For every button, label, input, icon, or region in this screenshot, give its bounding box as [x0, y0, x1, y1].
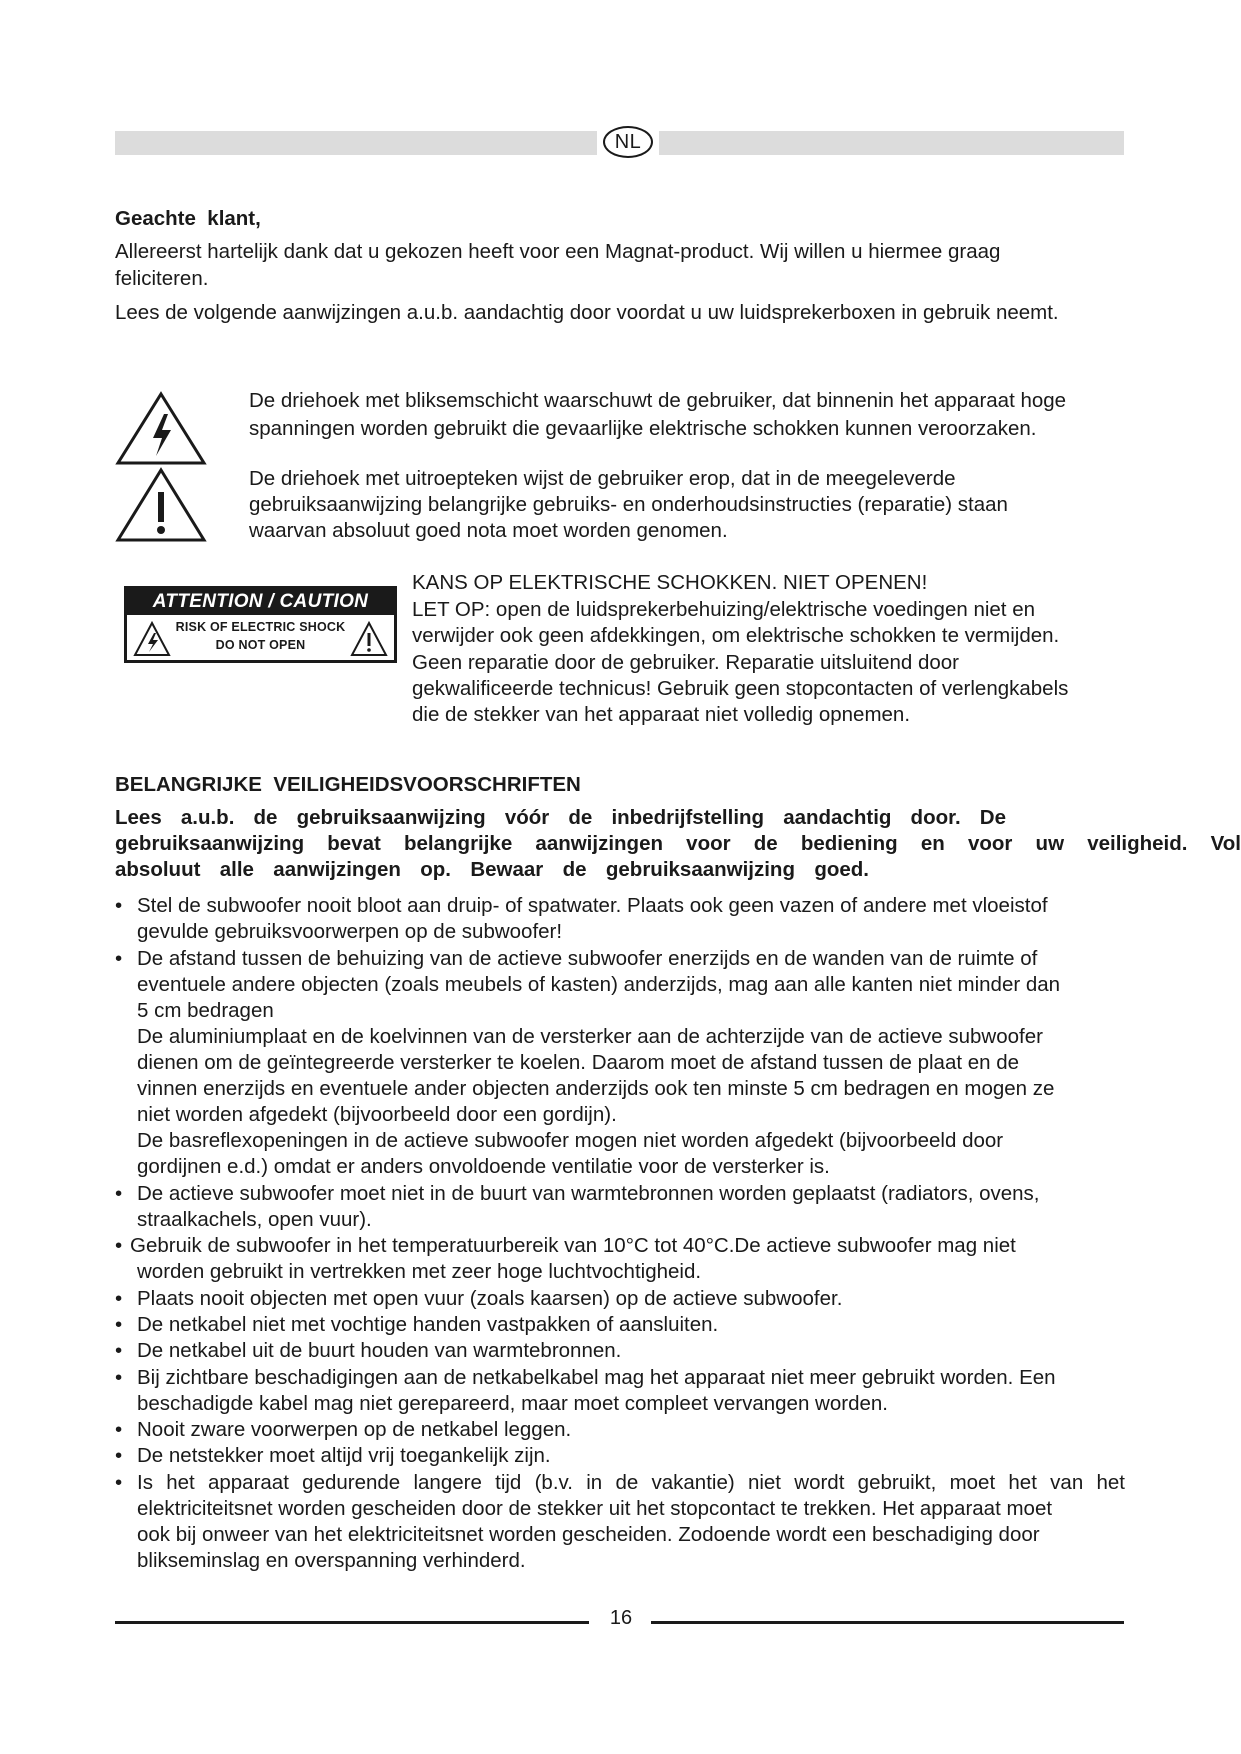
list-item-line: Gebruik de subwoofer in het temperatuurbereik van 10°C tot 40°C.De actieve subwoofer mag niet: [130, 1234, 1016, 1257]
list-item-line: gevulde gebruiksvoorwerpen op de subwoofer!: [137, 920, 563, 943]
caution-line-6: die de stekker van het apparaat niet volledig opnemen.: [412, 703, 911, 726]
list-item-line: beschadigde kabel mag niet gerepareerd, maar moet compleet vervangen worden.: [137, 1392, 888, 1415]
list-item: [115, 1181, 1125, 1233]
caution-line-1: KANS OP ELEKTRISCHE SCHOKKEN. NIET OPENEN!: [412, 571, 928, 594]
header-bar-left: [115, 131, 597, 155]
caution-line-5: gekwalificeerde technicus! Gebruik geen stopcontacten of verlengkabels: [412, 677, 1069, 700]
list-item-line: dienen om de geïntegreerde versterker te koelen. Daarom moet de afstand tussen de plaat en de: [137, 1051, 1020, 1074]
list-item-line: De aluminiumplaat en de koelvinnen van de versterker aan de achterzijde van de actieve subwoofer: [137, 1025, 1043, 1048]
intro-line-2: feliciteren.: [115, 267, 209, 290]
list-item-line: De basreflexopeningen in de actieve subwoofer mogen niet worden afgedekt (bijvoorbeeld door: [137, 1129, 1004, 1152]
bullet-icon: •: [115, 1471, 123, 1494]
bullet-icon: •: [115, 1339, 123, 1362]
footer-rule-right: [651, 1621, 1124, 1624]
list-item-line: niet worden afgedekt (bijvoorbeeld door een gordijn).: [137, 1103, 617, 1126]
bullet-icon: •: [115, 894, 123, 917]
list-item-line: Is het apparaat gedurende langere tijd (b.v. in de vakantie) niet wordt gebruikt, moet het van het: [137, 1471, 1125, 1494]
caution-label-title: ATTENTION / CAUTION: [127, 589, 394, 615]
page-number: 16: [609, 1607, 633, 1629]
list-item: [115, 1417, 1125, 1443]
list-item: [115, 1470, 1125, 1574]
lightning-warning-line-2: spanningen worden gebruikt die gevaarlijke elektrische schokken kunnen veroorzaken.: [249, 417, 1037, 440]
intro-line-3: Lees de volgende aanwijzingen a.u.b. aandachtig door voordat u uw luidsprekerboxen in gebruik neemt.: [115, 301, 1059, 324]
list-item-line: bliksеminslag en overspanning verhinderd.: [137, 1549, 526, 1572]
exclamation-warning-line-2: gebruiksaanwijzing belangrijke gebruiks- en onderhoudsinstructies (reparatie) staan: [249, 493, 1008, 516]
bullet-icon: •: [115, 947, 123, 970]
list-item-line: gordijnen e.d.) omdat er anders onvoldoende ventilatie voor de versterker is.: [137, 1155, 830, 1178]
language-badge-text: NL: [614, 130, 642, 153]
list-item: [115, 946, 1125, 1180]
lightning-triangle-icon: [115, 390, 207, 466]
list-item: [115, 893, 1125, 945]
list-item-line: Plaats nooit objecten met open vuur (zoals kaarsen) op de actieve subwoofer.: [137, 1287, 843, 1310]
list-item-line: 5 cm bedragen: [137, 999, 274, 1022]
list-item-line: Bij zichtbare beschadigingen aan de netkabelkabel mag het apparaat niet meer gebruikt worden. Een: [137, 1366, 1056, 1389]
list-item-line: ook bij onweer van het elektriciteitsnet worden gescheiden. Zodoende wordt een beschadiging door: [137, 1523, 1040, 1546]
list-item-line: De netstekker moet altijd vrij toegankelijk zijn.: [137, 1444, 551, 1467]
caution-label-line-1: RISK OF ELECTRIC SHOCK: [175, 620, 346, 634]
list-item-line: De netkabel uit de buurt houden van warmtebronnen.: [137, 1339, 622, 1362]
bullet-icon: •: [115, 1313, 123, 1336]
list-item-line: eventuele andere objecten (zoals meubels of kasten) anderzijds, mag aan alle kanten niet minder dan: [137, 973, 1061, 996]
list-item: [115, 1443, 1125, 1469]
header-bar-right: [659, 131, 1124, 155]
list-item: [115, 1286, 1125, 1312]
list-item: [115, 1365, 1125, 1417]
intro-line-1: Allereerst hartelijk dank dat u gekozen heeft voor een Magnat-product. Wij willen u hiermee graag: [115, 240, 1001, 263]
caution-line-2: LET OP: open de luidsprekerbehuizing/elektrische voedingen niet en: [412, 598, 1035, 621]
bullet-icon: •: [115, 1234, 123, 1257]
lightning-warning-line-1: De driehoek met bliksemschicht waarschuwt de gebruiker, dat binnenin het apparaat hoge: [249, 389, 1067, 412]
caution-line-4: Geen reparatie door de gebruiker. Reparatie uitsluitend door: [412, 651, 960, 674]
list-item: [115, 1338, 1125, 1364]
safety-intro-line-1: Lees a.u.b. de gebruiksaanwijzing vóór de inbedrijfstelling aandachtig door. De: [115, 806, 1006, 829]
exclamation-warning-line-3: waarvan absoluut goed nota moet worden genomen.: [249, 519, 728, 542]
list-item-line: Nooit zware voorwerpen op de netkabel leggen.: [137, 1418, 572, 1441]
bullet-icon: •: [115, 1366, 123, 1389]
safety-intro-line-2: gebruiksaanwijzing bevat belangrijke aanwijzingen voor de bediening en voor uw veiligheid. Vol: [115, 832, 1241, 855]
list-item-line: De netkabel niet met vochtige handen vastpakken of aansluiten.: [137, 1313, 719, 1336]
bullet-icon: •: [115, 1418, 123, 1441]
exclamation-triangle-icon: [115, 466, 207, 544]
bullet-icon: •: [115, 1182, 123, 1205]
caution-line-3: verwijder ook geen afdekkingen, om elektrische schokken te vermijden.: [412, 624, 1060, 647]
safety-heading: BELANGRIJKE VEILIGHEIDSVOORSCHRIFTEN: [115, 773, 581, 796]
list-item-line: De actieve subwoofer moet niet in de buurt van warmtebronnen worden geplaatst (radiators, ovens,: [137, 1182, 1040, 1205]
list-item-line: worden gebruikt in vertrekken met zeer hoge luchtvochtigheid.: [137, 1260, 702, 1283]
exclamation-warning-line-1: De driehoek met uitroepteken wijst de gebruiker erop, dat in de meegeleverde: [249, 467, 956, 490]
list-item-line: vinnen enerzijds en eventuele ander objecten anderzijds ook ten minste 5 cm bedragen en mogen ze: [137, 1077, 1055, 1100]
safety-intro-line-3: absoluut alle aanwijzingen op. Bewaar de gebruiksaanwijzing goed.: [115, 858, 869, 881]
list-item: [115, 1312, 1125, 1338]
bullet-icon: •: [115, 1444, 123, 1467]
language-badge: [603, 126, 653, 158]
list-item-line: straalkachels, open vuur).: [137, 1208, 372, 1231]
list-item-line: elektriciteitsnet worden gescheiden door de stekker uit het stopcontact te trekken. Het apparaat moet: [137, 1497, 1053, 1520]
bullet-icon: •: [115, 1287, 123, 1310]
list-item-line: Stel de subwoofer nooit bloot aan druip- of spatwater. Plaats ook geen vazen of andere met vloeistof: [137, 894, 1048, 917]
list-item: [115, 1233, 1125, 1285]
salutation: Geachte klant,: [115, 207, 261, 230]
caution-label: [124, 586, 397, 663]
caution-label-line-2: DO NOT OPEN: [215, 638, 306, 652]
footer-rule-left: [115, 1621, 589, 1624]
list-item-line: De afstand tussen de behuizing van de actieve subwoofer enerzijds en de wanden van de ruimte of: [137, 947, 1038, 970]
